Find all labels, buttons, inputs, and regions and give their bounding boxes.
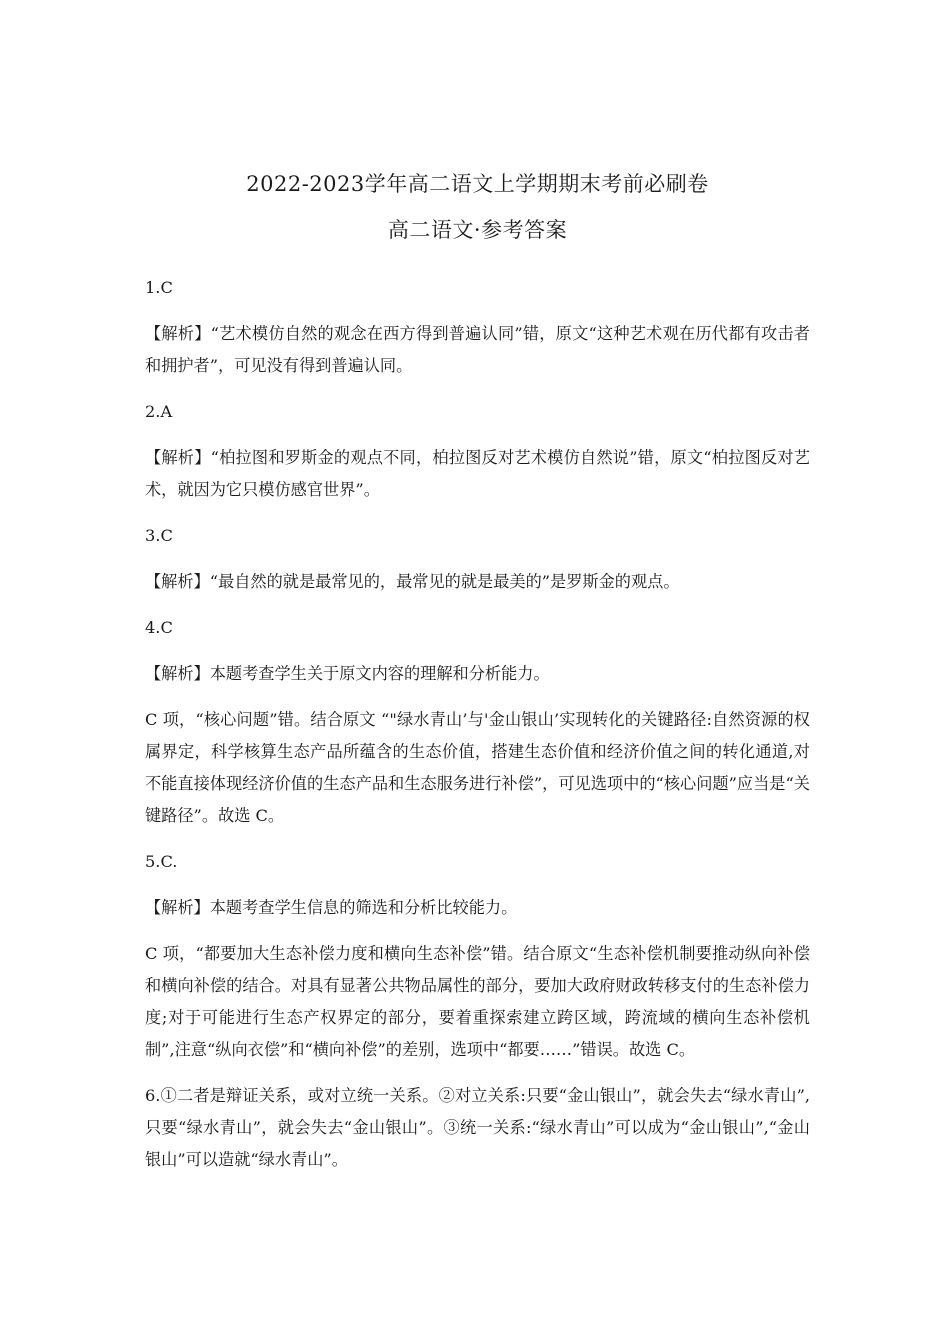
answer-1-analysis: 【解析】“艺术模仿自然的观念在西方得到普遍认同”错，原文“这种艺术观在历代都有攻击者和拥护者”，可见没有得到普遍认同。 — [145, 324, 810, 375]
document-title: 2022-2023学年高二语文上学期期末考前必刷卷 — [246, 172, 709, 196]
answer-1-label: 1.C — [145, 278, 173, 297]
answer-3-analysis: 【解析】“最自然的就是最常见的，最常见的就是最美的”是罗斯金的观点。 — [145, 572, 680, 591]
answer-5-label: 5.C. — [145, 852, 178, 871]
answer-list — [145, 272, 810, 1190]
document-subtitle: 高二语文·参考答案 — [387, 218, 568, 242]
answer-2-label: 2.A — [145, 402, 173, 421]
answer-4-analysis: 【解析】本题考查学生关于原文内容的理解和分析能力。 — [145, 664, 550, 683]
answer-2-analysis: 【解析】“柏拉图和罗斯金的观点不同，柏拉图反对艺术模仿自然说”错，原文“柏拉图反对艺术，就因为它只模仿感官世界”。 — [145, 448, 810, 499]
answer-4-label: 4.C — [145, 618, 173, 637]
answer-3-label: 3.C — [145, 526, 173, 545]
answer-5-detail: C 项，“都要加大生态补偿力度和横向生态补偿”错。结合原文“生态补偿机制要推动纵向补偿和横向补偿的结合。对具有显著公共物品属性的部分，要加大政府财政转移支付的生态补偿力度;对于可能进行生态产权界定的部分，要着重探索建立跨区域，跨流域的横向生态补偿机制”,注意“纵向衣偿”和“横向补偿”的差别，选项中“都要……”错误。故选 C。 — [145, 944, 810, 1059]
answer-4-detail: C 项，“核心问题”错。结合原文 “"绿水青山’与'金山银山’实现转化的关键路径:自然资源的权属界定，科学核算生态产品所蕴含的生态价值，搭建生态价值和经济价值之间的转化通道,对不能直接体现经济价值的生态产品和生态服务进行补偿”，可见选项中的“核心问题”应当是“关键路径”。故选 C。 — [145, 710, 810, 825]
answer-6-text: 6.①二者是辩证关系，或对立统一关系。②对立关系:只要“金山银山”，就会失去“绿水青山”,只要“绿水青山”，就会失去“金山银山”。③统一关系:“绿水青山”可以成为“金山银山”,“金山银山”可以造就“绿水青山”。 — [145, 1086, 810, 1169]
answer-5-analysis: 【解析】本题考查学生信息的筛选和分析比较能力。 — [145, 898, 518, 917]
